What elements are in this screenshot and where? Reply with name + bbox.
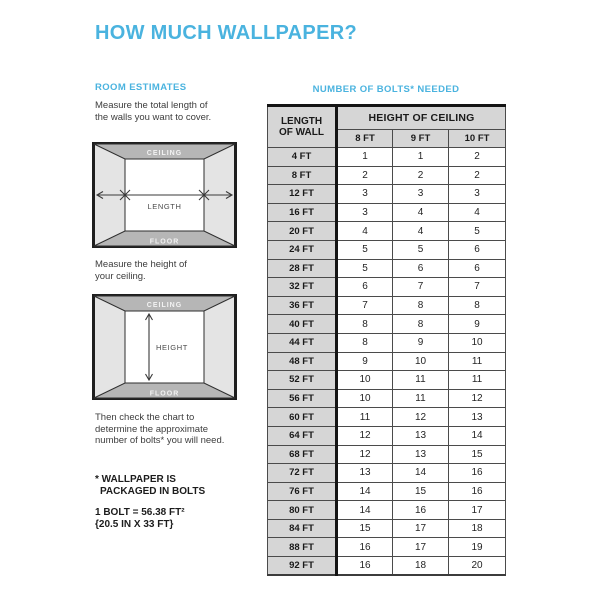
step1-line2: the walls you want to cover. [95, 111, 212, 123]
wall-length-cell: 68 FT [268, 445, 337, 464]
bolts-needed-heading: NUMBER OF BOLTS* NEEDED [312, 84, 460, 95]
col-header-8ft: 8 FT [337, 130, 393, 148]
bolt-count-cell: 4 [337, 222, 393, 241]
bolt-spec [95, 507, 185, 531]
table-row [268, 519, 506, 538]
bolt-count-cell: 3 [337, 185, 393, 204]
bolt-count-cell: 10 [393, 352, 449, 371]
wall-length-cell: 44 FT [268, 333, 337, 352]
bolt-count-cell: 7 [449, 278, 506, 297]
bolt-count-cell: 20 [449, 557, 506, 576]
bolt-count-cell: 15 [393, 482, 449, 501]
table-row [268, 445, 506, 464]
bolt-count-cell: 3 [393, 185, 449, 204]
bolt-count-cell: 6 [337, 278, 393, 297]
bolt-count-cell: 16 [337, 557, 393, 576]
bolt-count-cell: 10 [337, 389, 393, 408]
wall-length-cell: 36 FT [268, 296, 337, 315]
wall-length-cell: 92 FT [268, 557, 337, 576]
wall-length-cell: 88 FT [268, 538, 337, 557]
wall-length-cell: 20 FT [268, 222, 337, 241]
table-row [268, 148, 506, 167]
bolts-table-body [268, 148, 506, 576]
bolt-count-cell: 11 [393, 371, 449, 390]
step1-instructions [95, 100, 211, 123]
room-length-diagram-svg [92, 142, 237, 248]
bolt-count-cell: 4 [449, 203, 506, 222]
wall-length-cell: 48 FT [268, 352, 337, 371]
table-row [268, 222, 506, 241]
bolt-count-cell: 13 [449, 408, 506, 427]
bolt-count-cell: 4 [393, 203, 449, 222]
bolt-count-cell: 11 [337, 408, 393, 427]
bolt-count-cell: 10 [449, 333, 506, 352]
bolt-count-cell: 17 [393, 519, 449, 538]
table-row [268, 501, 506, 520]
step3-line3: number of bolts* you will need. [95, 435, 225, 446]
bolt-count-cell: 8 [337, 315, 393, 334]
wall-length-cell: 52 FT [268, 371, 337, 390]
bolt-count-cell: 5 [337, 259, 393, 278]
floor-label: FLOOR [149, 238, 180, 246]
bolt-count-cell: 13 [393, 426, 449, 445]
wall-length-cell: 60 FT [268, 408, 337, 427]
bolt-spec-line2: {20.5 IN X 33 FT} [95, 519, 174, 530]
bolt-count-cell: 5 [337, 240, 393, 259]
room-length-diagram [92, 142, 237, 248]
footnote-line1: * WALLPAPER IS [95, 474, 176, 485]
col-header-9ft: 9 FT [393, 130, 449, 148]
bolt-count-cell: 17 [393, 538, 449, 557]
ceiling-label: CEILING [146, 150, 183, 157]
wall-length-cell: 28 FT [268, 259, 337, 278]
table-row [268, 538, 506, 557]
wall-length-cell: 24 FT [268, 240, 337, 259]
bolt-count-cell: 9 [337, 352, 393, 371]
bolt-count-cell: 14 [449, 426, 506, 445]
col-header-10ft: 10 FT [449, 130, 506, 148]
footnote-line2: PACKAGED IN BOLTS [100, 485, 206, 497]
step2-line2: your ceiling. [95, 270, 146, 282]
bolt-count-cell: 8 [337, 333, 393, 352]
ceiling-label: CEILING [146, 302, 183, 309]
bolt-count-cell: 12 [449, 389, 506, 408]
wall-length-cell: 84 FT [268, 519, 337, 538]
length-dimension-label: LENGTH [147, 202, 182, 211]
bolt-count-cell: 16 [449, 482, 506, 501]
table-row [268, 296, 506, 315]
bolt-count-cell: 14 [337, 482, 393, 501]
bolt-count-cell: 12 [337, 445, 393, 464]
bolt-count-cell: 1 [337, 148, 393, 167]
bolt-count-cell: 6 [449, 259, 506, 278]
bolt-count-cell: 9 [449, 315, 506, 334]
bolt-count-cell: 2 [337, 166, 393, 185]
bolt-count-cell: 2 [449, 148, 506, 167]
bolt-count-cell: 16 [449, 464, 506, 483]
height-of-ceiling-header: HEIGHT OF CEILING [337, 106, 506, 130]
floor-label: FLOOR [149, 390, 180, 398]
bolts-table [267, 104, 506, 576]
bolt-count-cell: 16 [393, 501, 449, 520]
table-row [268, 333, 506, 352]
room-height-diagram-svg [92, 294, 237, 400]
table-row [268, 352, 506, 371]
bolt-count-cell: 18 [393, 557, 449, 576]
step3-line1: Then check the chart to [95, 412, 195, 423]
table-row [268, 166, 506, 185]
bolt-count-cell: 16 [337, 538, 393, 557]
bolts-table-head [268, 106, 506, 148]
table-row [268, 185, 506, 204]
bolt-count-cell: 11 [449, 352, 506, 371]
bolt-count-cell: 15 [337, 519, 393, 538]
wall-length-cell: 40 FT [268, 315, 337, 334]
room-estimates-heading: ROOM ESTIMATES [95, 82, 187, 93]
wall-length-cell: 12 FT [268, 185, 337, 204]
step3-line2: determine the approximate [95, 423, 209, 435]
bolt-count-cell: 13 [337, 464, 393, 483]
bolt-count-cell: 7 [393, 278, 449, 297]
bolt-count-cell: 3 [449, 185, 506, 204]
wall-length-cell: 80 FT [268, 501, 337, 520]
table-row [268, 259, 506, 278]
bolt-count-cell: 5 [393, 240, 449, 259]
bolt-count-cell: 19 [449, 538, 506, 557]
wall-length-cell: 4 FT [268, 148, 337, 167]
bolt-count-cell: 9 [393, 333, 449, 352]
bolt-count-cell: 4 [393, 222, 449, 241]
bolt-count-cell: 8 [393, 315, 449, 334]
table-row [268, 426, 506, 445]
bolt-count-cell: 7 [337, 296, 393, 315]
bolt-count-cell: 11 [449, 371, 506, 390]
bolt-spec-line1: 1 BOLT = 56.38 FT² [95, 507, 185, 518]
bolt-count-cell: 11 [393, 389, 449, 408]
table-row [268, 240, 506, 259]
page-title: HOW MUCH WALLPAPER? [95, 22, 357, 44]
bolt-count-cell: 6 [449, 240, 506, 259]
height-dimension-label: HEIGHT [156, 343, 188, 352]
table-row [268, 557, 506, 576]
wall-length-cell: 72 FT [268, 464, 337, 483]
wall-length-cell: 16 FT [268, 203, 337, 222]
bolt-count-cell: 17 [449, 501, 506, 520]
wall-length-cell: 8 FT [268, 166, 337, 185]
bolt-count-cell: 12 [337, 426, 393, 445]
table-row [268, 408, 506, 427]
bolt-count-cell: 8 [449, 296, 506, 315]
bolt-count-cell: 3 [337, 203, 393, 222]
bolt-count-cell: 13 [393, 445, 449, 464]
bolt-count-cell: 15 [449, 445, 506, 464]
table-row [268, 371, 506, 390]
wall-length-cell: 32 FT [268, 278, 337, 297]
table-row [268, 389, 506, 408]
bolt-count-cell: 18 [449, 519, 506, 538]
table-row [268, 482, 506, 501]
bolt-count-cell: 2 [449, 166, 506, 185]
step2-instructions [95, 259, 187, 282]
room-height-diagram [92, 294, 237, 400]
length-of-wall-header [268, 106, 337, 148]
bolt-footnote [95, 474, 205, 497]
bolt-count-cell: 10 [337, 371, 393, 390]
bolt-count-cell: 6 [393, 259, 449, 278]
bolt-count-cell: 14 [393, 464, 449, 483]
step1-line1: Measure the total length of [95, 100, 208, 111]
corner-line1: LENGTH [280, 115, 323, 127]
wall-length-cell: 56 FT [268, 389, 337, 408]
bolt-count-cell: 1 [393, 148, 449, 167]
bolt-count-cell: 5 [449, 222, 506, 241]
bolt-count-cell: 8 [393, 296, 449, 315]
wall-length-cell: 64 FT [268, 426, 337, 445]
table-row [268, 464, 506, 483]
bolt-count-cell: 12 [393, 408, 449, 427]
table-row [268, 203, 506, 222]
bolt-count-cell: 2 [393, 166, 449, 185]
corner-line2: OF WALL [279, 127, 324, 138]
step3-instructions [95, 412, 224, 447]
table-row [268, 315, 506, 334]
bolt-count-cell: 14 [337, 501, 393, 520]
step2-line1: Measure the height of [95, 259, 187, 270]
wall-length-cell: 76 FT [268, 482, 337, 501]
table-row [268, 278, 506, 297]
